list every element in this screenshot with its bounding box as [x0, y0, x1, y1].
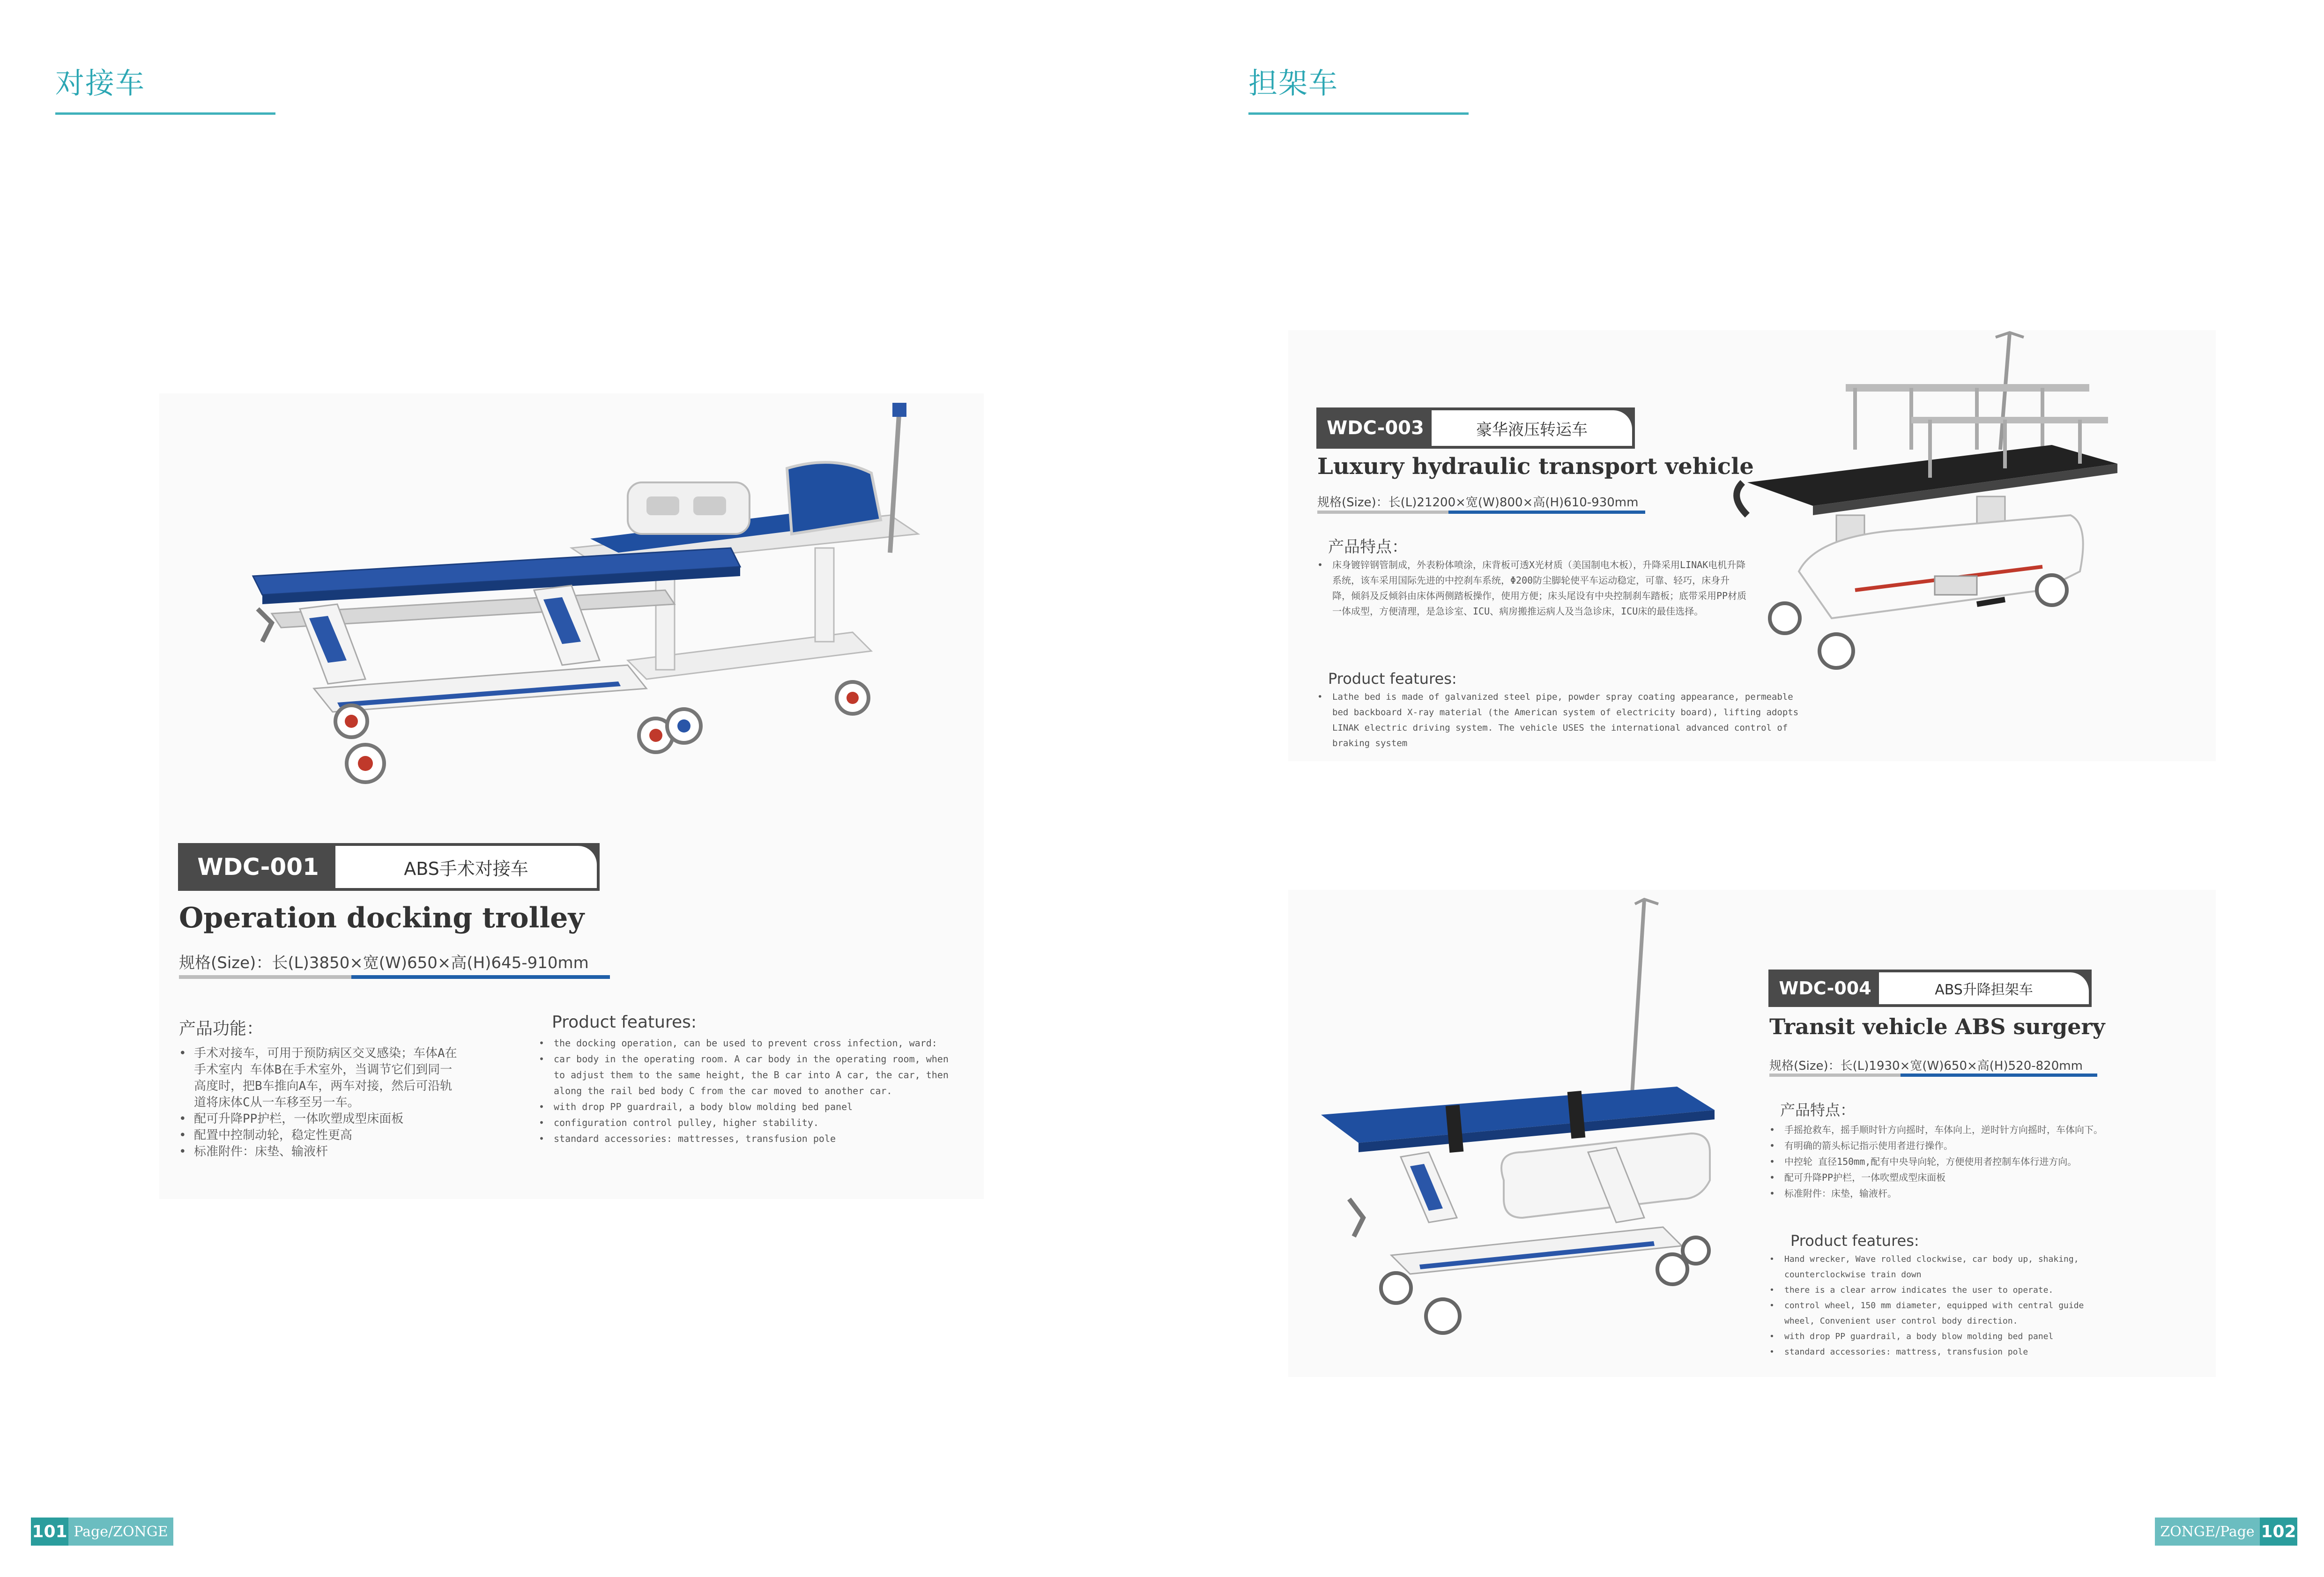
en-heading: Product features: — [552, 1013, 697, 1032]
cn-feature-item: • 配置中控制动轮，稳定性更高 — [179, 1127, 460, 1144]
cn-feature-item: • 配可升降PP护栏，一体吹塑成型床面板 — [179, 1111, 460, 1127]
cn-feature-item: • 配可升降PP护栏，一体吹塑成型床面板 — [1769, 1170, 2219, 1185]
cn-feature-list — [179, 1045, 460, 1160]
docking-trolley-image — [244, 398, 946, 801]
cn-feature-item: • 手摇抢救车，摇手顺时针方向摇时，车体向上，逆时针方向摇时，车体向下。 — [1769, 1122, 2219, 1138]
product-size: 规格(Size)：长(L)1930×宽(W)650×高(H)520-820mm — [1769, 1059, 2083, 1073]
section-title-stretcher: 担架车 — [1248, 66, 1339, 100]
model-code: WDC-004 — [1779, 978, 1871, 999]
cn-feature-item: • 中控轮 直径150mm,配有中央导向轮，方便使用者控制车体行进方向。 — [1769, 1154, 2219, 1170]
model-name-cn: 豪华液压转运车 — [1432, 410, 1632, 446]
en-heading: Product features: — [1328, 670, 1457, 688]
model-name-cn: ABS手术对接车 — [335, 846, 597, 888]
section-rule-left — [55, 112, 275, 115]
en-feature-item: • car body in the operating room. A car body in the operating room, when to adjust them to the same height, the B car into A car, the car, then along the rail bed body C from the car moved to another car. — [539, 1051, 960, 1099]
page-number-right: 102 — [2260, 1518, 2297, 1546]
product-size: 规格(Size)：长(L)3850×宽(W)650×高(H)645-910mm — [179, 954, 589, 972]
cn-feature-item: • 床身镀锌钢管制成，外表粉体喷涂，床背板可透X光材质（美国制电木板），升降采用LINAK电机升降系统，该车采用国际先进的中控刹车系统，Φ200防尘脚轮使平车运动稳定，可靠、轻巧，床身升降，倾斜及反倾斜由床体两侧踏板操作，使用方便；床头尾设有中央控制刹车踏板；底带采用PP材质一体成型，方便清理，是急诊室、ICU、病房搬推运病人及当急诊床，ICU床的最佳选择。 — [1317, 557, 1748, 619]
cn-feature-list — [1769, 1122, 2219, 1201]
footer-label-left: Page/ZONGE — [68, 1518, 173, 1546]
model-label-wdc-001 — [178, 843, 600, 891]
section-title-docking: 对接车 — [55, 66, 146, 100]
model-label-wdc-003 — [1316, 407, 1635, 449]
cn-feature-item: • 标准附件：床垫、输液杆 — [179, 1144, 460, 1160]
model-code: WDC-001 — [197, 853, 319, 881]
footer-label-right: ZONGE/Page — [2155, 1518, 2260, 1546]
en-feature-list — [1317, 689, 1814, 751]
en-feature-item: • there is a clear arrow indicates the user to operate. — [1769, 1282, 2107, 1298]
cn-heading: 产品功能： — [179, 1019, 264, 1038]
en-feature-item: • Lathe bed is made of galvanized steel pipe, powder spray coating appearance, permeable bed backboard X-ray material (the American system of electricity board), lifting adopts LINAK electric driving system. The vehicle USES the international advanced control of braking system — [1317, 689, 1814, 751]
section-rule-right — [1248, 112, 1469, 115]
en-feature-list — [539, 1035, 960, 1147]
en-feature-item: • Hand wrecker, Wave rolled clockwise, car body up, shaking, counterclockwise train down — [1769, 1251, 2107, 1282]
en-feature-item: • control wheel, 150 mm diameter, equipped with central guide wheel, Convenient user control body direction. — [1769, 1298, 2107, 1329]
en-feature-item: • the docking operation, can be used to prevent cross infection, ward: — [539, 1035, 960, 1051]
en-heading: Product features: — [1790, 1232, 1919, 1250]
size-underline — [1769, 1074, 2097, 1077]
model-code: WDC-003 — [1327, 417, 1424, 439]
cn-heading: 产品特点： — [1328, 538, 1408, 556]
en-feature-item: • with drop PP guardrail, a body blow molding bed panel — [539, 1099, 960, 1115]
en-feature-item: • configuration control pulley, higher stability. — [539, 1115, 960, 1131]
en-feature-item: • with drop PP guardrail, a body blow molding bed panel — [1769, 1329, 2107, 1344]
model-label-wdc-004 — [1768, 970, 2092, 1007]
size-underline — [179, 975, 610, 979]
cn-feature-item: • 有明确的箭头标记指示使用者进行操作。 — [1769, 1138, 2219, 1154]
product-title-en: Luxury hydraulic transport vehicle — [1317, 453, 1754, 480]
cn-heading: 产品特点： — [1780, 1101, 1856, 1119]
en-feature-item: • standard accessories: mattresses, transfusion pole — [539, 1131, 960, 1147]
cn-feature-item: • 手术对接车，可用于预防病区交叉感染；车体A在手术室内 车体B在手术室外，当调节它们到同一高度时，把B车推向A车，两车对接，然后可沿轨道将床体C从一车移至另一车。 — [179, 1045, 460, 1111]
product-size: 规格(Size)：长(L)21200×宽(W)800×高(H)610-930mm — [1317, 496, 1639, 510]
product-title-en: Transit vehicle ABS surgery — [1769, 1014, 2105, 1039]
cn-feature-item: • 标准附件：床垫，输液杆。 — [1769, 1185, 2219, 1201]
cn-feature-list — [1317, 557, 1748, 619]
size-underline — [1317, 511, 1645, 514]
abs-stretcher-image — [1307, 890, 1738, 1340]
model-name-cn: ABS升降担架车 — [1879, 972, 2089, 1004]
page-number-left: 101 — [31, 1518, 68, 1546]
product-title-en: Operation docking trolley — [179, 902, 585, 934]
en-feature-list — [1769, 1251, 2107, 1360]
en-feature-item: • standard accessories: mattress, transfusion pole — [1769, 1344, 2107, 1360]
hydraulic-stretcher-image — [1715, 328, 2183, 684]
